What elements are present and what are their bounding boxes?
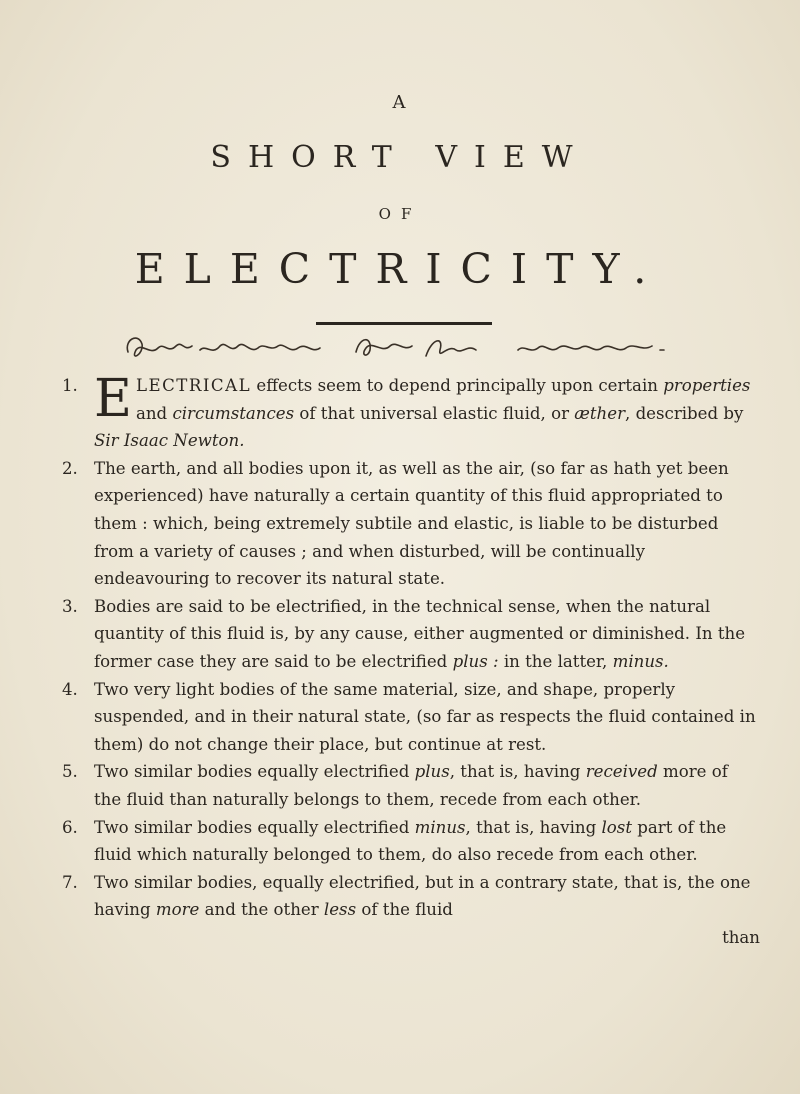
paragraph-1 bbox=[60, 369, 760, 455]
title-electricity: ELECTRICITY. bbox=[134, 245, 666, 293]
lead-word: LECTRICAL bbox=[135, 376, 252, 395]
paragraph-3 bbox=[60, 593, 760, 676]
italic-text: properties bbox=[663, 376, 751, 395]
text-run: , that is, having bbox=[449, 762, 586, 782]
text-run: more of the fluid than naturally belongs to them, recede from each other. bbox=[94, 762, 728, 809]
text-run: , described by bbox=[625, 403, 744, 423]
text-run: and bbox=[135, 403, 173, 423]
italic-text: plus : bbox=[452, 651, 499, 671]
title-of: OF bbox=[378, 205, 422, 223]
text-run: Two very light bodies of the same material, size, and shape, properly suspended, and in their natural state, (so far as respects the fluid contained in them) do not change their place, but continue at rest. bbox=[94, 679, 756, 754]
paragraph-number: 6. bbox=[62, 817, 78, 837]
paragraph-number: 2. bbox=[62, 458, 78, 478]
text-run: Two similar bodies equally electrified bbox=[94, 817, 415, 837]
handwritten-inscription-icon bbox=[120, 322, 680, 372]
paragraph-number: 1. bbox=[62, 376, 78, 395]
italic-text: lost bbox=[601, 817, 632, 837]
italic-text: Sir Isaac Newton. bbox=[94, 431, 245, 451]
paragraph-5 bbox=[60, 758, 760, 813]
italic-text: circumstances bbox=[172, 403, 295, 423]
paragraph-number: 5. bbox=[62, 762, 78, 782]
text-run: and the other bbox=[199, 900, 324, 920]
text-run: in the latter, bbox=[498, 651, 613, 671]
italic-text: received bbox=[585, 762, 658, 782]
title-article: A bbox=[392, 92, 408, 113]
text-run: The earth, and all bodies upon it, as well as the air, (so far as hath yet been experienced) have naturally a certain quantity of this fluid appropriated to them : which, being extremely subtile and elastic, is liable to be disturbed from a variety of causes ; and when disturbed, will be continually endeavouring to recover its natural state. bbox=[94, 458, 729, 589]
text-run: Two similar bodies equally electrified bbox=[94, 762, 415, 782]
catchword: than bbox=[722, 927, 760, 947]
text-run: Two similar bodies, equally electrified, but in a contrary state, that is, the one having bbox=[94, 872, 751, 920]
italic-text: less bbox=[323, 900, 357, 920]
text-run: part of the fluid which naturally belonged to them, do also recede from each other. bbox=[94, 817, 727, 865]
drop-cap: E bbox=[94, 369, 132, 429]
italic-text: minus bbox=[414, 817, 466, 837]
italic-text: æther bbox=[574, 403, 626, 423]
title-short-view: SHORT VIEW bbox=[210, 140, 590, 175]
text-run: effects seem to depend principally upon certain bbox=[251, 376, 664, 395]
text-run: of that universal elastic fluid, or bbox=[294, 403, 575, 423]
paragraph-6 bbox=[60, 814, 760, 869]
paragraph-number: 3. bbox=[62, 596, 78, 616]
italic-text: minus. bbox=[612, 651, 669, 671]
paragraph-number: 7. bbox=[62, 872, 78, 892]
paragraph-2 bbox=[60, 455, 760, 593]
paragraph-number: 4. bbox=[62, 679, 78, 699]
body-text bbox=[60, 369, 760, 951]
text-run: , that is, having bbox=[465, 817, 602, 837]
text-run: of the fluid bbox=[356, 900, 453, 920]
paragraph-4 bbox=[60, 676, 760, 759]
italic-text: more bbox=[155, 900, 200, 920]
italic-text: plus bbox=[414, 762, 450, 782]
text-run: Bodies are said to be electrified, in the technical sense, when the natural quantity of this fluid is, by any cause, either augmented or diminished. In the former case they are said to be electrified bbox=[94, 596, 746, 671]
paragraph-7 bbox=[60, 869, 760, 924]
